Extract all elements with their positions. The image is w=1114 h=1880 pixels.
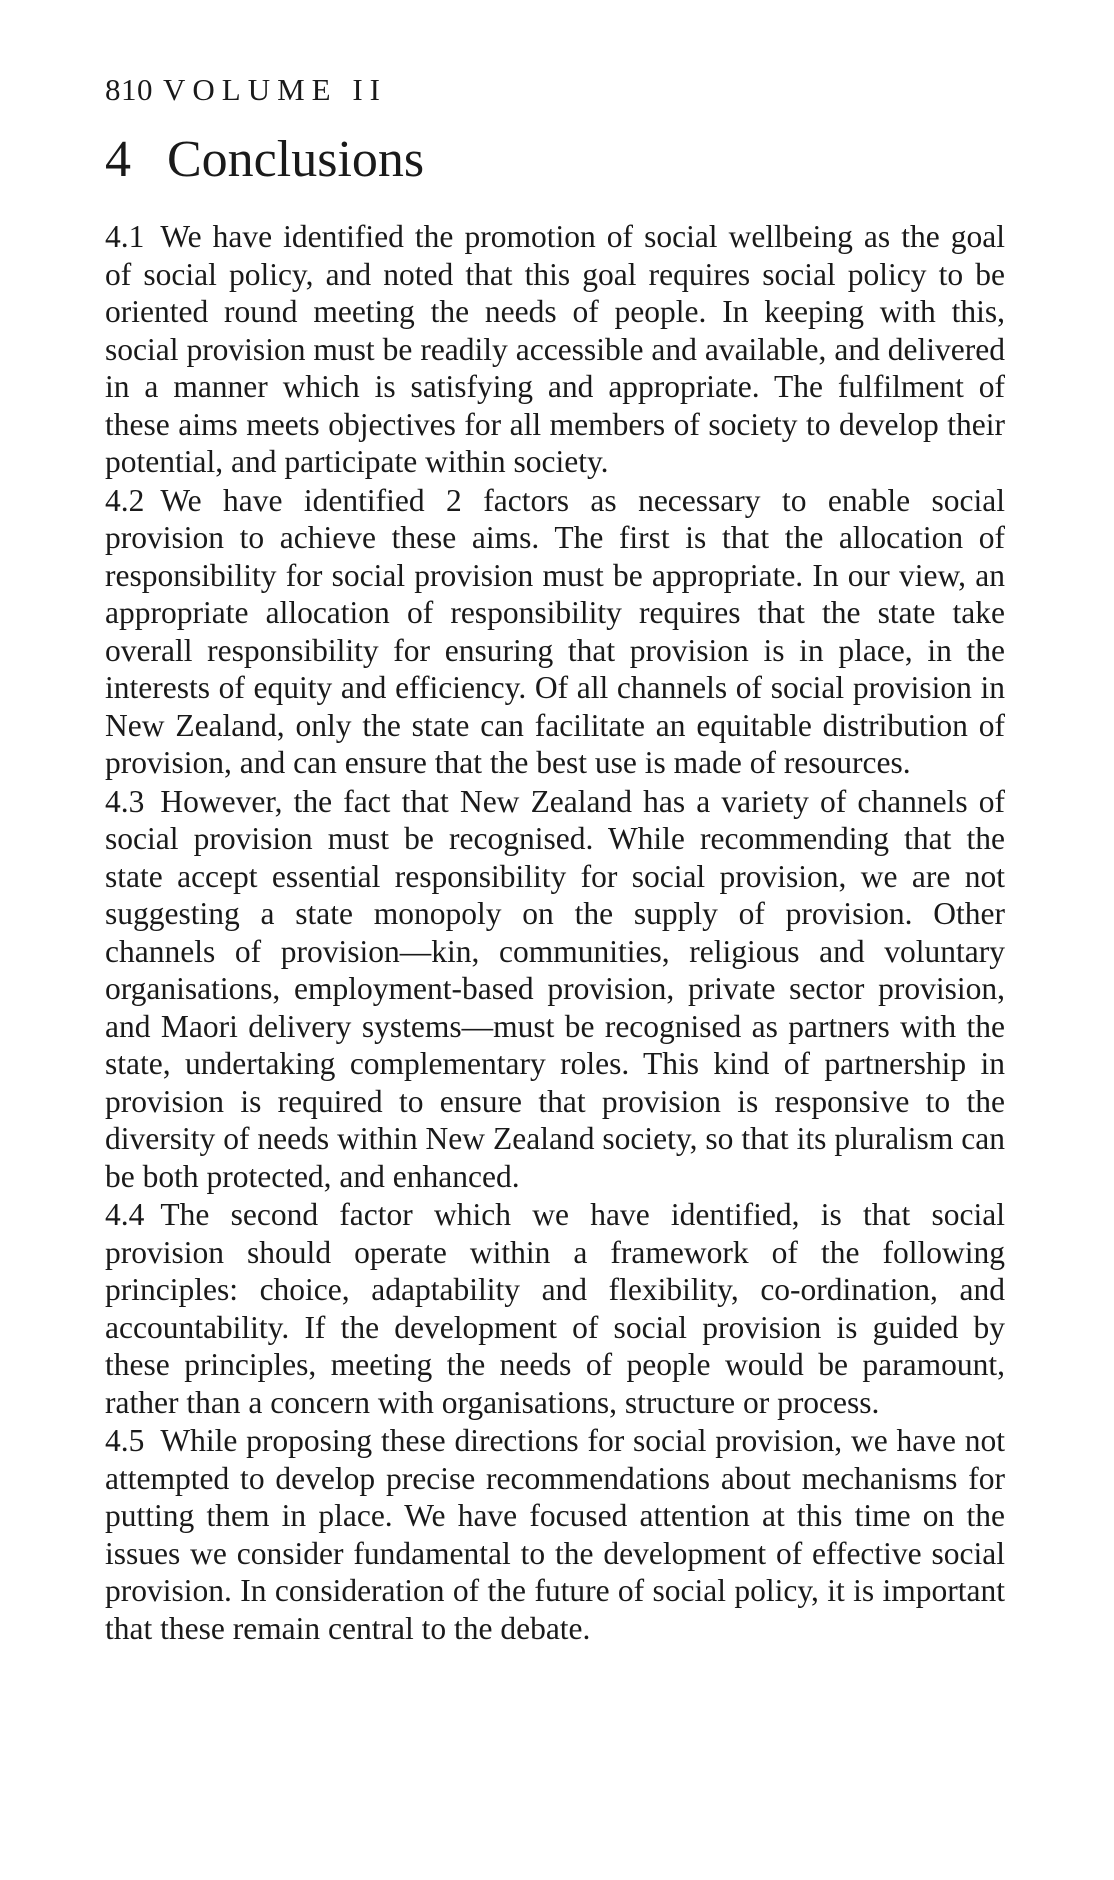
paragraph-number: 4.5 — [105, 1423, 145, 1458]
paragraph-number: 4.3 — [105, 783, 145, 819]
section-title: Conclusions — [167, 131, 425, 188]
paragraph-text: We have identified 2 factors as necessary to enable social provision to achieve these aims. The first is that the allocation of responsibility for social provision must be appropriate. In our view, an appropriate allocation of responsibility requires that the state take overall responsibility for ensuring that provision is in place, in the interests of equity and efficiency. Of all channels of social provision in New Zealand, only the state can facilitate an equitable distribution of provision, and can ensure that the best use is made of resources. — [105, 482, 1005, 780]
paragraph-text: The second factor which we have identified, is that social provision should operate within a framework of the following principles: choice, adaptability and flexibility, co-ordination, and accountability. If the development of social provision is guided by these principles, meeting the needs of people would be paramount, rather than a concern with organisations, structure or process. — [105, 1197, 1005, 1420]
volume-label: VOLUME II — [163, 72, 387, 107]
paragraph-4-5 — [105, 1422, 1005, 1647]
paragraph-4-2 — [105, 482, 1005, 782]
paragraph-text: However, the fact that New Zealand has a variety of channels of social provision must be recognised. While recommending that the state accept essential responsibility for social provision, we are not suggesting a state monopoly on the supply of provision. Other channels of provision—kin, communities, religious and voluntary organisations, employment-based provision, private sector provision, and Maori delivery systems—must be recognised as partners with the state, undertaking complementary roles. This kind of partnership in provision is required to ensure that provision is responsive to the diversity of needs within New Zealand society, so that its pluralism can be both protected, and enhanced. — [105, 783, 1005, 1194]
paragraph-number: 4.2 — [105, 482, 145, 518]
paragraph-4-1 — [105, 218, 1005, 481]
running-head — [105, 70, 1005, 110]
page — [105, 70, 1005, 1648]
paragraph-text: While proposing these directions for social provision, we have not attempted to develop precise recommendations about mechanisms for putting them in place. We have focused attention at this time on the issues we consider fundamental to the development of effective social provision. In consideration of the future of social policy, it is important that these remain central to the debate. — [105, 1423, 1005, 1646]
paragraph-4-4 — [105, 1196, 1005, 1421]
section-number: 4 — [105, 131, 131, 188]
paragraph-4-3 — [105, 783, 1005, 1196]
paragraph-text: We have identified the promotion of social wellbeing as the goal of social policy, and noted that this goal requires social policy to be oriented round meeting the needs of people. In keeping with this, social provision must be readily accessible and available, and delivered in a manner which is satisfying and appropriate. The fulfilment of these aims meets objectives for all members of society to develop their potential, and participate within society. — [105, 219, 1005, 479]
page-number: 810 — [105, 72, 153, 107]
paragraph-number: 4.1 — [105, 219, 145, 254]
paragraph-number: 4.4 — [105, 1197, 145, 1232]
section-heading — [105, 128, 1005, 192]
